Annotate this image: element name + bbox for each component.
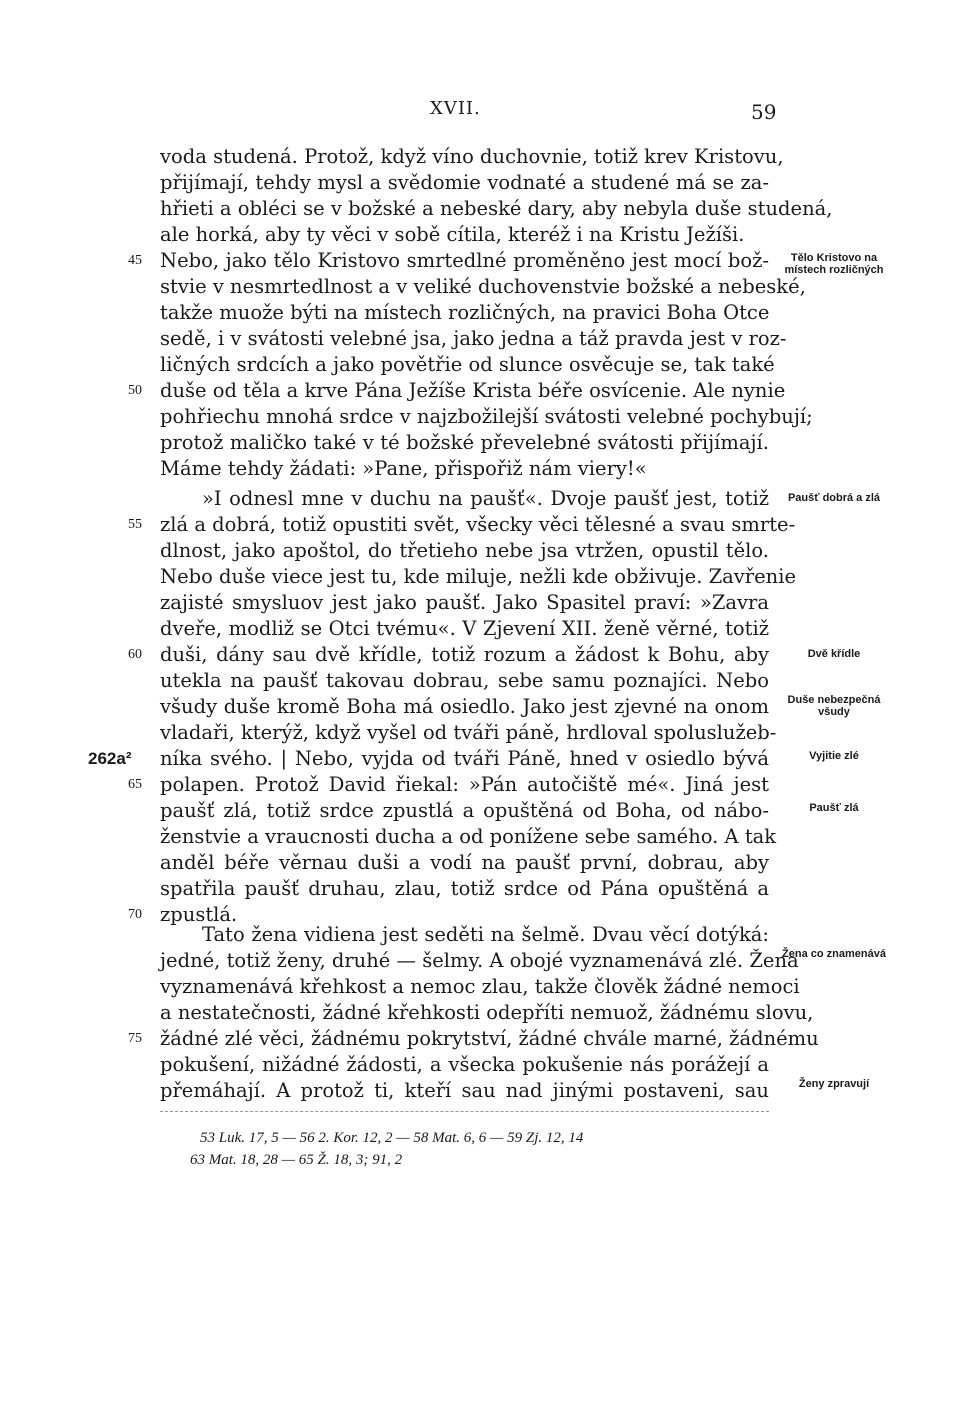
text-line: anděl béře věrnau duši a vodí na paušť první, dobrau, aby (160, 851, 769, 874)
text-line: a nestatečnosti, žádné křehkosti odepříti nemuož, žádnému slovu, (160, 1001, 814, 1024)
text-line: přijímají, tehdy mysl a svědomie vodnaté a studené má se za- (160, 171, 769, 194)
text-line: sedě, i v svátosti velebné jsa, jako jedna a táž pravda jest v roz- (160, 327, 787, 350)
text-line: všudy duše kromě Boha má osiedlo. Jako jest zjevné na onom (160, 695, 769, 718)
text-line: stvie v nesmrtedlnost a v veliké duchovenstvie božské a nebeské, (160, 275, 806, 298)
text-line: spatřila paušť druhau, zlau, totiž srdce od Pána opuštěná a (160, 877, 769, 900)
text-line: vladaři, kterýž, když vyšel od tváři páně, hrdloval spoluslužeb- (160, 721, 777, 744)
text-line: dlnost, jako apoštol, do třetieho nebe jsa vtržen, opustil tělo. (160, 539, 769, 562)
text-line: Nebo, jako tělo Kristovo smrtedlné proměněno jest mocí bož- (160, 249, 769, 272)
text-line: protož maličko také v té božské převelebné svátosti přijímají. (160, 431, 769, 454)
text-line: ženstvie a vraucnosti ducha a od ponížene sebe samého. A tak (160, 825, 777, 848)
text-line: utekla na paušť takovau dobrau, sebe samu poznajíci. Nebo (160, 669, 769, 692)
margin-note: Paušť zlá (809, 802, 859, 814)
line-number: 50 (128, 383, 142, 398)
text-line: zpustlá. (160, 903, 238, 926)
text-line: polapen. Protož David řiekal: »Pán autočiště mé«. Jiná jest (160, 773, 769, 796)
line-number: 65 (128, 777, 142, 792)
text-line: voda studená. Protož, když víno duchovnie, totiž krev Kristovu, (160, 145, 784, 168)
text-line: Tato žena vidiena jest seděti na šelmě. Dvau věcí dotýká: (202, 923, 769, 946)
line-number: 55 (128, 517, 142, 532)
line-number: 60 (128, 647, 142, 662)
text-line: duši, dány sau dvě křídle, totiž rozum a žádost k Bohu, aby (160, 643, 769, 666)
text-line: ale horká, aby ty věci v sobě cítila, kteréž i na Kristu Ježíši. (160, 223, 745, 246)
margin-note: Žena co znamenává (782, 948, 886, 960)
text-line: jedné, totiž ženy, druhé — šelmy. A obojé vyznamenává zlé. Žena (160, 949, 799, 972)
margin-note: Tělo Kristovo na místech rozličných (784, 252, 884, 276)
text-line: Nebo duše viece jest tu, kde miluje, nežli kde obživuje. Zavřenie (160, 565, 796, 588)
text-line: dveře, modliž se Otci tvému«. V Zjevení XII. ženě věrné, totiž (160, 617, 769, 640)
page-number: 59 (751, 100, 777, 124)
text-line: Máme tehdy žádati: »Pane, přispořiž nám viery!« (160, 457, 647, 480)
text-line: zlá a dobrá, totiž opustiti svět, všecky věci tělesné a svau smrte- (160, 513, 796, 536)
text-line: žádné zlé věci, žádnému pokrytství, žádné chvále marné, žádnému (160, 1027, 819, 1050)
margin-note: Paušť dobrá a zlá (787, 492, 881, 504)
text-line: ličných srdcích a jako povětřie od slunce osvěcuje se, tak také (160, 353, 775, 376)
line-number: 70 (128, 907, 142, 922)
margin-note: Ženy zpravují (798, 1078, 870, 1090)
margin-note: Dvě křídle (807, 648, 861, 660)
margin-note: Vyjitie zlé (809, 750, 859, 762)
text-line: »I odnesl mne v duchu na paušť«. Dvoje paušť jest, totiž (202, 487, 769, 510)
text-line: níka svého. | Nebo, vyjda od tváři Páně, hned v osiedlo bývá (160, 747, 769, 770)
text-line: pohřiechu mnohá srdce v najzbožilejší svátosti velebné pochybují; (160, 405, 813, 428)
running-head: XVII. (430, 98, 481, 119)
footnote-rule (160, 1111, 769, 1112)
line-number: 75 (128, 1031, 142, 1046)
page-header (0, 98, 960, 128)
text-line: takže muože býti na místech rozličných, na pravici Boha Otce (160, 301, 770, 324)
text-line: duše od těla a krve Pána Ježíše Krista béře osvícenie. Ale nynie (160, 379, 786, 402)
margin-note: Duše nebezpečná všudy (787, 694, 881, 718)
text-line: pokušení, nižádné žádosti, a všecka pokušenie nás porážejí a (160, 1053, 769, 1076)
text-line: zajisté smysluov jest jako paušť. Jako Spasitel praví: »Zavra (160, 591, 769, 614)
line-number: 45 (128, 253, 142, 268)
folio-mark: 262a² (88, 749, 132, 768)
text-line: hřieti a obléci se v božské a nebeské dary, aby nebyla duše studená, (160, 197, 833, 220)
text-line: přemáhají. A protož ti, kteří sau nad jinými postaveni, sau (160, 1079, 769, 1102)
footnote-line: 63 Mat. 18, 28 — 65 Ž. 18, 3; 91, 2 (190, 1152, 403, 1168)
text-line: vyznamenává křehkost a nemoc zlau, takže člověk žádné nemoci (160, 975, 800, 998)
text-line: paušť zlá, totiž srdce zpustlá a opuštěná od Boha, od nábo- (160, 799, 769, 822)
footnote-line: 53 Luk. 17, 5 — 56 2. Kor. 12, 2 — 58 Mat. 6, 6 — 59 Zj. 12, 14 (200, 1130, 584, 1146)
